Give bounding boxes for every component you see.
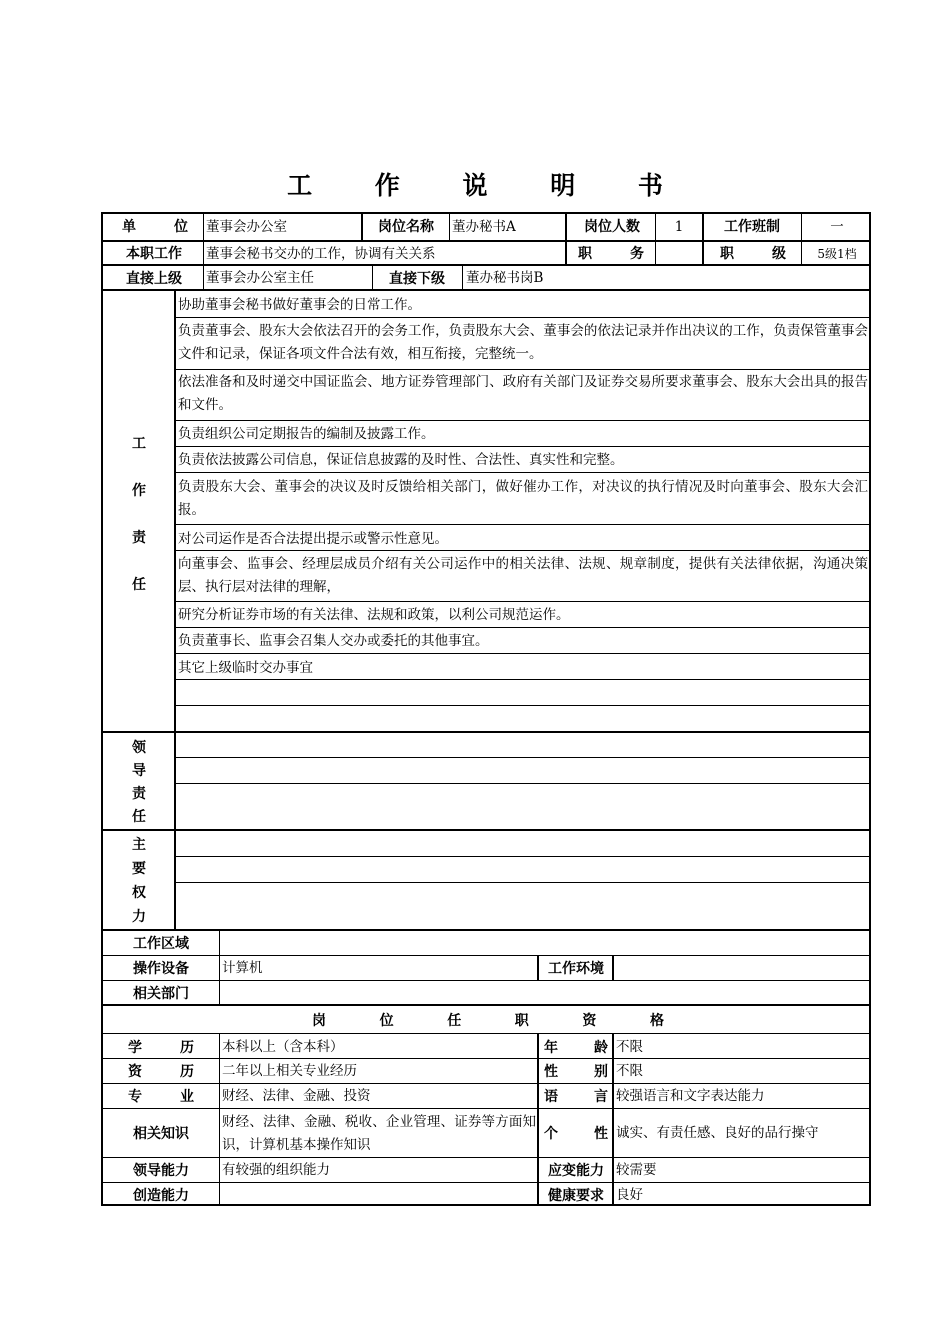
duty-value: 董事会秘书交办的工作，协调有关关系 (206, 246, 436, 262)
language-label: 语 言 (544, 1089, 608, 1105)
subordinate-value: 董办秘书岗B (466, 270, 544, 286)
leadership-duty-item (178, 734, 868, 756)
leadership-duties-label-char: 责 (132, 786, 146, 802)
gender-label: 性 别 (544, 1064, 608, 1080)
experience-label: 资 历 (128, 1064, 194, 1080)
leadership-duties-label-char: 领 (132, 740, 146, 756)
post-name-value: 董办秘书A (452, 219, 516, 235)
personality-label: 个 性 (544, 1126, 608, 1142)
post-name-label: 岗位名称 (378, 219, 434, 235)
duty-item: 对公司运作是否合法提出提示或警示性意见。 (178, 531, 448, 547)
health-label: 健康要求 (548, 1188, 604, 1204)
age-value: 不限 (616, 1039, 643, 1055)
superior-label: 直接上级 (126, 271, 182, 287)
duty-item: 研究分析证券市场的有关法律、法规和政策，以利公司规范运作。 (178, 607, 570, 623)
post-count-label: 岗位人数 (584, 219, 640, 235)
qualifications-title: 岗 位 任 职 资 格 (312, 1013, 664, 1029)
work-duties-label-char: 作 (132, 483, 146, 499)
major-value: 财经、法律、金融、投资 (222, 1088, 371, 1104)
knowledge-value: 财经、法律、金融、税收、企业管理、证券等方面知识，计算机基本操作知识 (222, 1114, 536, 1153)
main-powers-label-char: 主 (132, 837, 146, 853)
knowledge-label: 相关知识 (133, 1126, 189, 1142)
personality-value: 诚实、有责任感、良好的品行操守 (616, 1125, 819, 1141)
grade-label: 职 级 (720, 246, 786, 262)
position-value (658, 243, 700, 266)
main-powers-label-char: 权 (132, 885, 146, 901)
health-value: 良好 (616, 1187, 643, 1203)
language-value: 较强语言和文字表达能力 (616, 1088, 765, 1104)
main-power-item (178, 833, 868, 855)
leadership-duties-label-char: 任 (132, 809, 146, 825)
leadership-duties-label (104, 736, 174, 830)
unit-value: 董事会办公室 (206, 219, 287, 235)
adaptability-value: 较需要 (616, 1162, 657, 1178)
duty-item: 向董事会、监事会、经理层成员介绍有关公司运作中的相关法律、法规、规章制度，提供有关法律依据，沟通决策层、执行层对法律的理解， (178, 556, 868, 595)
leadership-duties-label-char: 导 (132, 763, 146, 779)
shift-label: 工作班制 (724, 219, 780, 235)
adaptability-label: 应变能力 (548, 1163, 604, 1179)
gender-value: 不限 (616, 1063, 643, 1079)
leadership-duty-item (178, 759, 868, 781)
environment-value (616, 957, 868, 981)
leadership-ability-value: 有较强的组织能力 (222, 1162, 330, 1178)
duty-item (178, 708, 868, 732)
work-area-label: 工作区域 (133, 936, 189, 952)
work-duties-label-char: 工 (132, 436, 146, 452)
work-duties-label-char: 任 (132, 577, 146, 593)
leadership-ability-label: 领导能力 (133, 1163, 189, 1179)
work-area-value (222, 932, 868, 956)
duty-item: 协助董事会秘书做好董事会的日常工作。 (178, 297, 421, 313)
major-label: 专 业 (128, 1089, 194, 1105)
related-dept-label: 相关部门 (133, 986, 189, 1002)
superior-value: 董事会办公室主任 (206, 270, 314, 286)
main-power-item (178, 884, 868, 906)
equipment-label: 操作设备 (133, 961, 189, 977)
duty-item: 负责股东大会、董事会的决议及时反馈给相关部门，做好催办工作，对决议的执行情况及时向董事会、股东大会汇报。 (178, 479, 868, 518)
related-dept-value (222, 982, 868, 1006)
duty-item (178, 683, 868, 707)
duty-item: 负责依法披露公司信息，保证信息披露的及时性、合法性、真实性和完整。 (178, 452, 624, 468)
grade-value: 5级1档 (817, 247, 857, 261)
age-label: 年 龄 (544, 1040, 608, 1056)
education-label: 学 历 (128, 1040, 194, 1056)
main-powers-label (104, 833, 174, 929)
experience-value: 二年以上相关专业经历 (222, 1063, 357, 1079)
shift-value: 一 (830, 219, 844, 235)
position-label: 职 务 (578, 246, 644, 262)
education-value: 本科以上（含本科） (222, 1039, 344, 1055)
duty-label: 本职工作 (126, 246, 182, 262)
duty-item: 负责董事长、监事会召集人交办或委托的其他事宜。 (178, 633, 489, 649)
duty-item: 负责组织公司定期报告的编制及披露工作。 (178, 426, 435, 442)
unit-label: 单 位 (122, 219, 188, 235)
work-duties-label-char: 责 (132, 530, 146, 546)
duty-item: 其它上级临时交办事宜 (178, 660, 313, 676)
main-power-item (178, 858, 868, 880)
subordinate-label: 直接下级 (389, 271, 445, 287)
main-powers-label-char: 要 (132, 861, 146, 877)
creativity-label: 创造能力 (133, 1188, 189, 1204)
equipment-value: 计算机 (222, 960, 263, 976)
leadership-duty-item (178, 785, 868, 807)
duty-item: 依法准备和及时递交中国证监会、地方证券管理部门、政府有关部门及证券交易所要求董事会、股东大会出具的报告和文件。 (178, 374, 868, 413)
work-duties-label (104, 420, 174, 610)
main-powers-label-char: 力 (132, 909, 146, 925)
environment-label: 工作环境 (548, 961, 604, 977)
post-count-value: 1 (674, 219, 684, 235)
duty-item: 负责董事会、股东大会依法召开的会务工作，负责股东大会、董事会的依法记录并作出决议的工作，负责保管董事会文件和记录，保证各项文件合法有效，相互衔接，完整统一。 (178, 323, 868, 362)
document-title: 工 作 说 明 书 (287, 171, 690, 200)
